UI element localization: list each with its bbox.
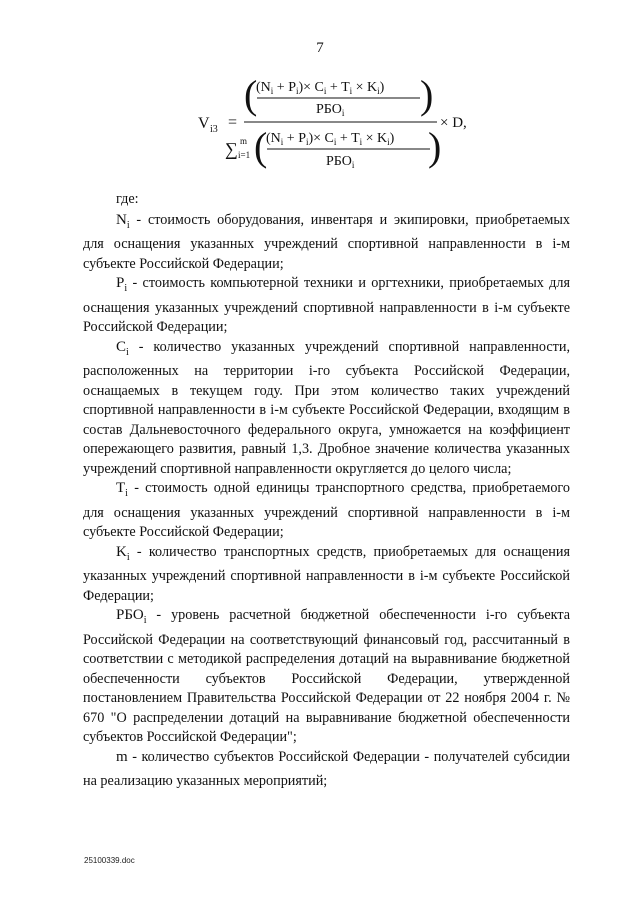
symbol-p: $P_i$ <box>116 275 128 294</box>
definition-p: $P_i$ - стоимость компьютерной техники и оргтехники, приобретаемых для оснащения указанных учреждений спортивной направленности в i-м субъекте Российской Федерации; <box>83 275 570 335</box>
symbol-t: $T_i$ <box>116 480 128 499</box>
formula-num-top: $(N_i + P_i)\times C_i + T_i \times K_i$) <box>256 80 385 96</box>
formula-lhs: V <box>198 115 210 132</box>
page-number: 7 <box>316 40 324 56</box>
formula-paren-right-top: ) <box>420 72 434 117</box>
formula-equals: = <box>228 114 238 131</box>
symbol-c: $C_i$ <box>116 338 129 358</box>
symbol-m: m <box>116 748 128 765</box>
formula-num-bottom: $(N_i + P_i)\times C_i + T_i \times K_i$) <box>266 131 395 147</box>
intro-where: где: <box>116 191 139 207</box>
formula-paren-left-top: ( <box>244 72 258 117</box>
formula-times-d: × D, <box>440 115 467 131</box>
formula-rbo-top: $РБО_i$ <box>316 102 345 118</box>
definition-rbo: $РБО_i$ - уровень расчетной бюджетной обеспеченности i-го субъекта Российской Федерации на соответствующий финансовый год, рассчитанный в соответствии с методикой распределения дотаций на выравнивание бюджетной обеспеченности субъектов Российской Федерации, утвержденной постановлением Правительства Российской Федерации от 22 ноября 2004 г. № 670 "О распределении дотаций на выравнивание бюджетной обеспеченности субъектов Российской Федерации"; <box>83 607 570 745</box>
definition-n: $N_i$ - стоимость оборудования, инвентаря и экипировки, приобретаемых для оснащения указанных учреждений спортивной направленности в i-м субъекте Российской Федерации; <box>83 211 570 272</box>
formula-svg <box>120 72 540 172</box>
definitions-body <box>83 190 570 792</box>
formula-paren-right-bottom: ) <box>428 124 442 169</box>
formula-paren-left-bottom: ( <box>254 124 268 169</box>
formula-sum-upper: m <box>240 136 248 146</box>
definition-t: $T_i$ - стоимость одной единицы транспортного средства, приобретаемого для оснащения указанных учреждений спортивной направленности в i-м субъекте Российской Федерации; <box>83 480 570 540</box>
formula-sum-lower: i=1 <box>238 150 251 160</box>
formula-v-i3 <box>120 72 540 172</box>
symbol-k: $K_i$ <box>116 543 130 563</box>
formula-rbo-bottom: $РБО_i$ <box>326 154 355 170</box>
symbol-n: $N_i$ <box>116 211 130 231</box>
formula-sum-sign: ∑ <box>225 139 238 159</box>
footer-filename: 25100339.doc <box>84 856 135 865</box>
symbol-rbo: $РБО_i$ <box>116 607 147 626</box>
definition-m: m - количество субъектов Российской Федерации - получателей субсидии на реализацию указанных мероприятий; <box>83 748 570 789</box>
definition-c: $C_i$ - количество указанных учреждений спортивной направленности, расположенных на территории i-го субъекта Российской Федерации, оснащаемых в текущем году. При этом количество таких учреждений спортивной направленности в i-м субъекте Российской Федерации, входящим в состав Дальневосточного федерального округа, умножается на коэффициент опережающего развития, равный 1,3. Дробное значение количества указанных учреждений спортивной направленности округляется до целого числа; <box>83 338 570 477</box>
formula-lhs-sub: i3 <box>210 124 218 135</box>
definition-k: $K_i$ - количество транспортных средств, приобретаемых для оснащения указанных учреждений спортивной направленности в i-м субъекте Российской Федерации; <box>83 543 570 604</box>
